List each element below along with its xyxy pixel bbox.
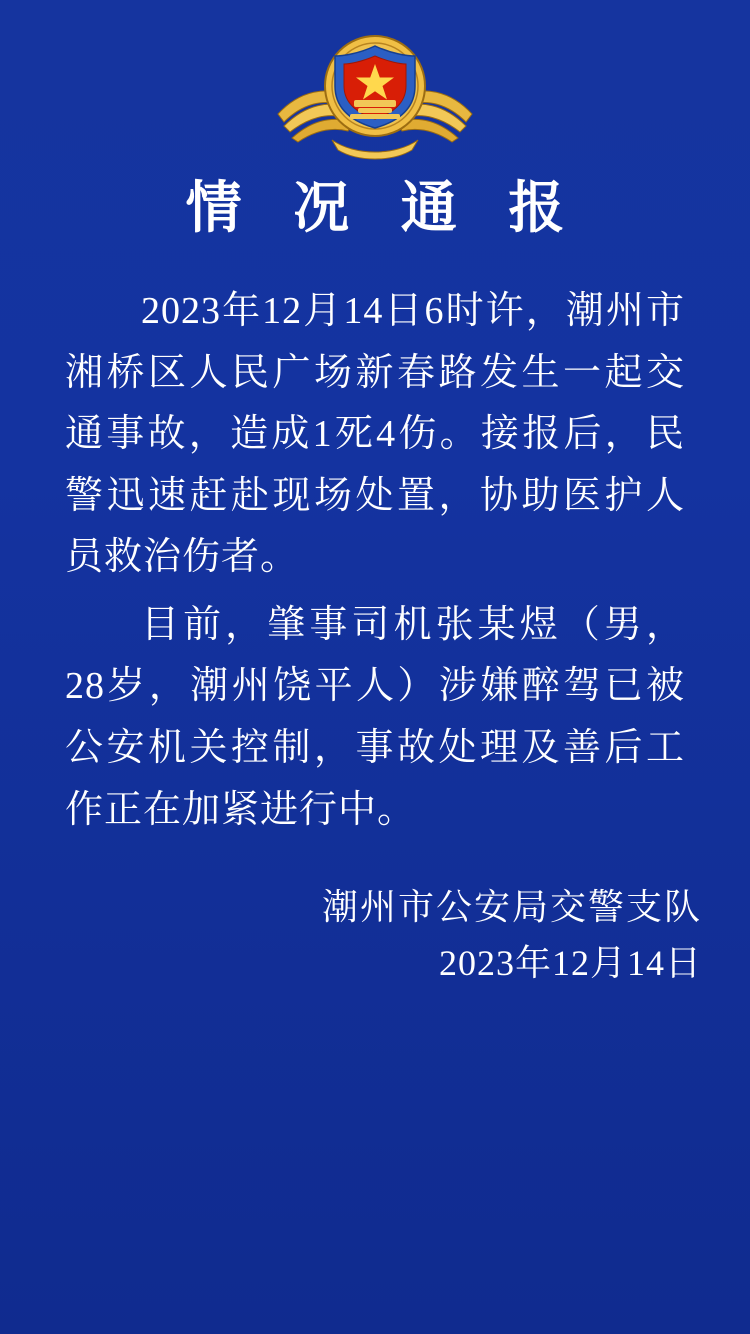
notice-body	[65, 281, 685, 847]
paragraph-1: 2023年12月14日6时许，潮州市湘桥区人民广场新春路发生一起交通事故，造成1死4伤。接报后，民警迅速赶赴现场处置，协助医护人员救治伤者。	[65, 290, 685, 579]
signature-date: 2023年12月14日	[438, 942, 702, 983]
signature-block	[82, 880, 702, 992]
china-police-badge-icon	[270, 28, 480, 160]
paragraph-2: 目前，肇事司机张某煜（男，28岁，潮州饶平人）涉嫌醉驾已被公安机关控制，事故处理及善后工作正在加紧进行中。	[65, 603, 685, 831]
signature-organization: 潮州市公安局交警支队	[321, 887, 702, 927]
page-title: 情 况 通 报	[185, 176, 583, 239]
